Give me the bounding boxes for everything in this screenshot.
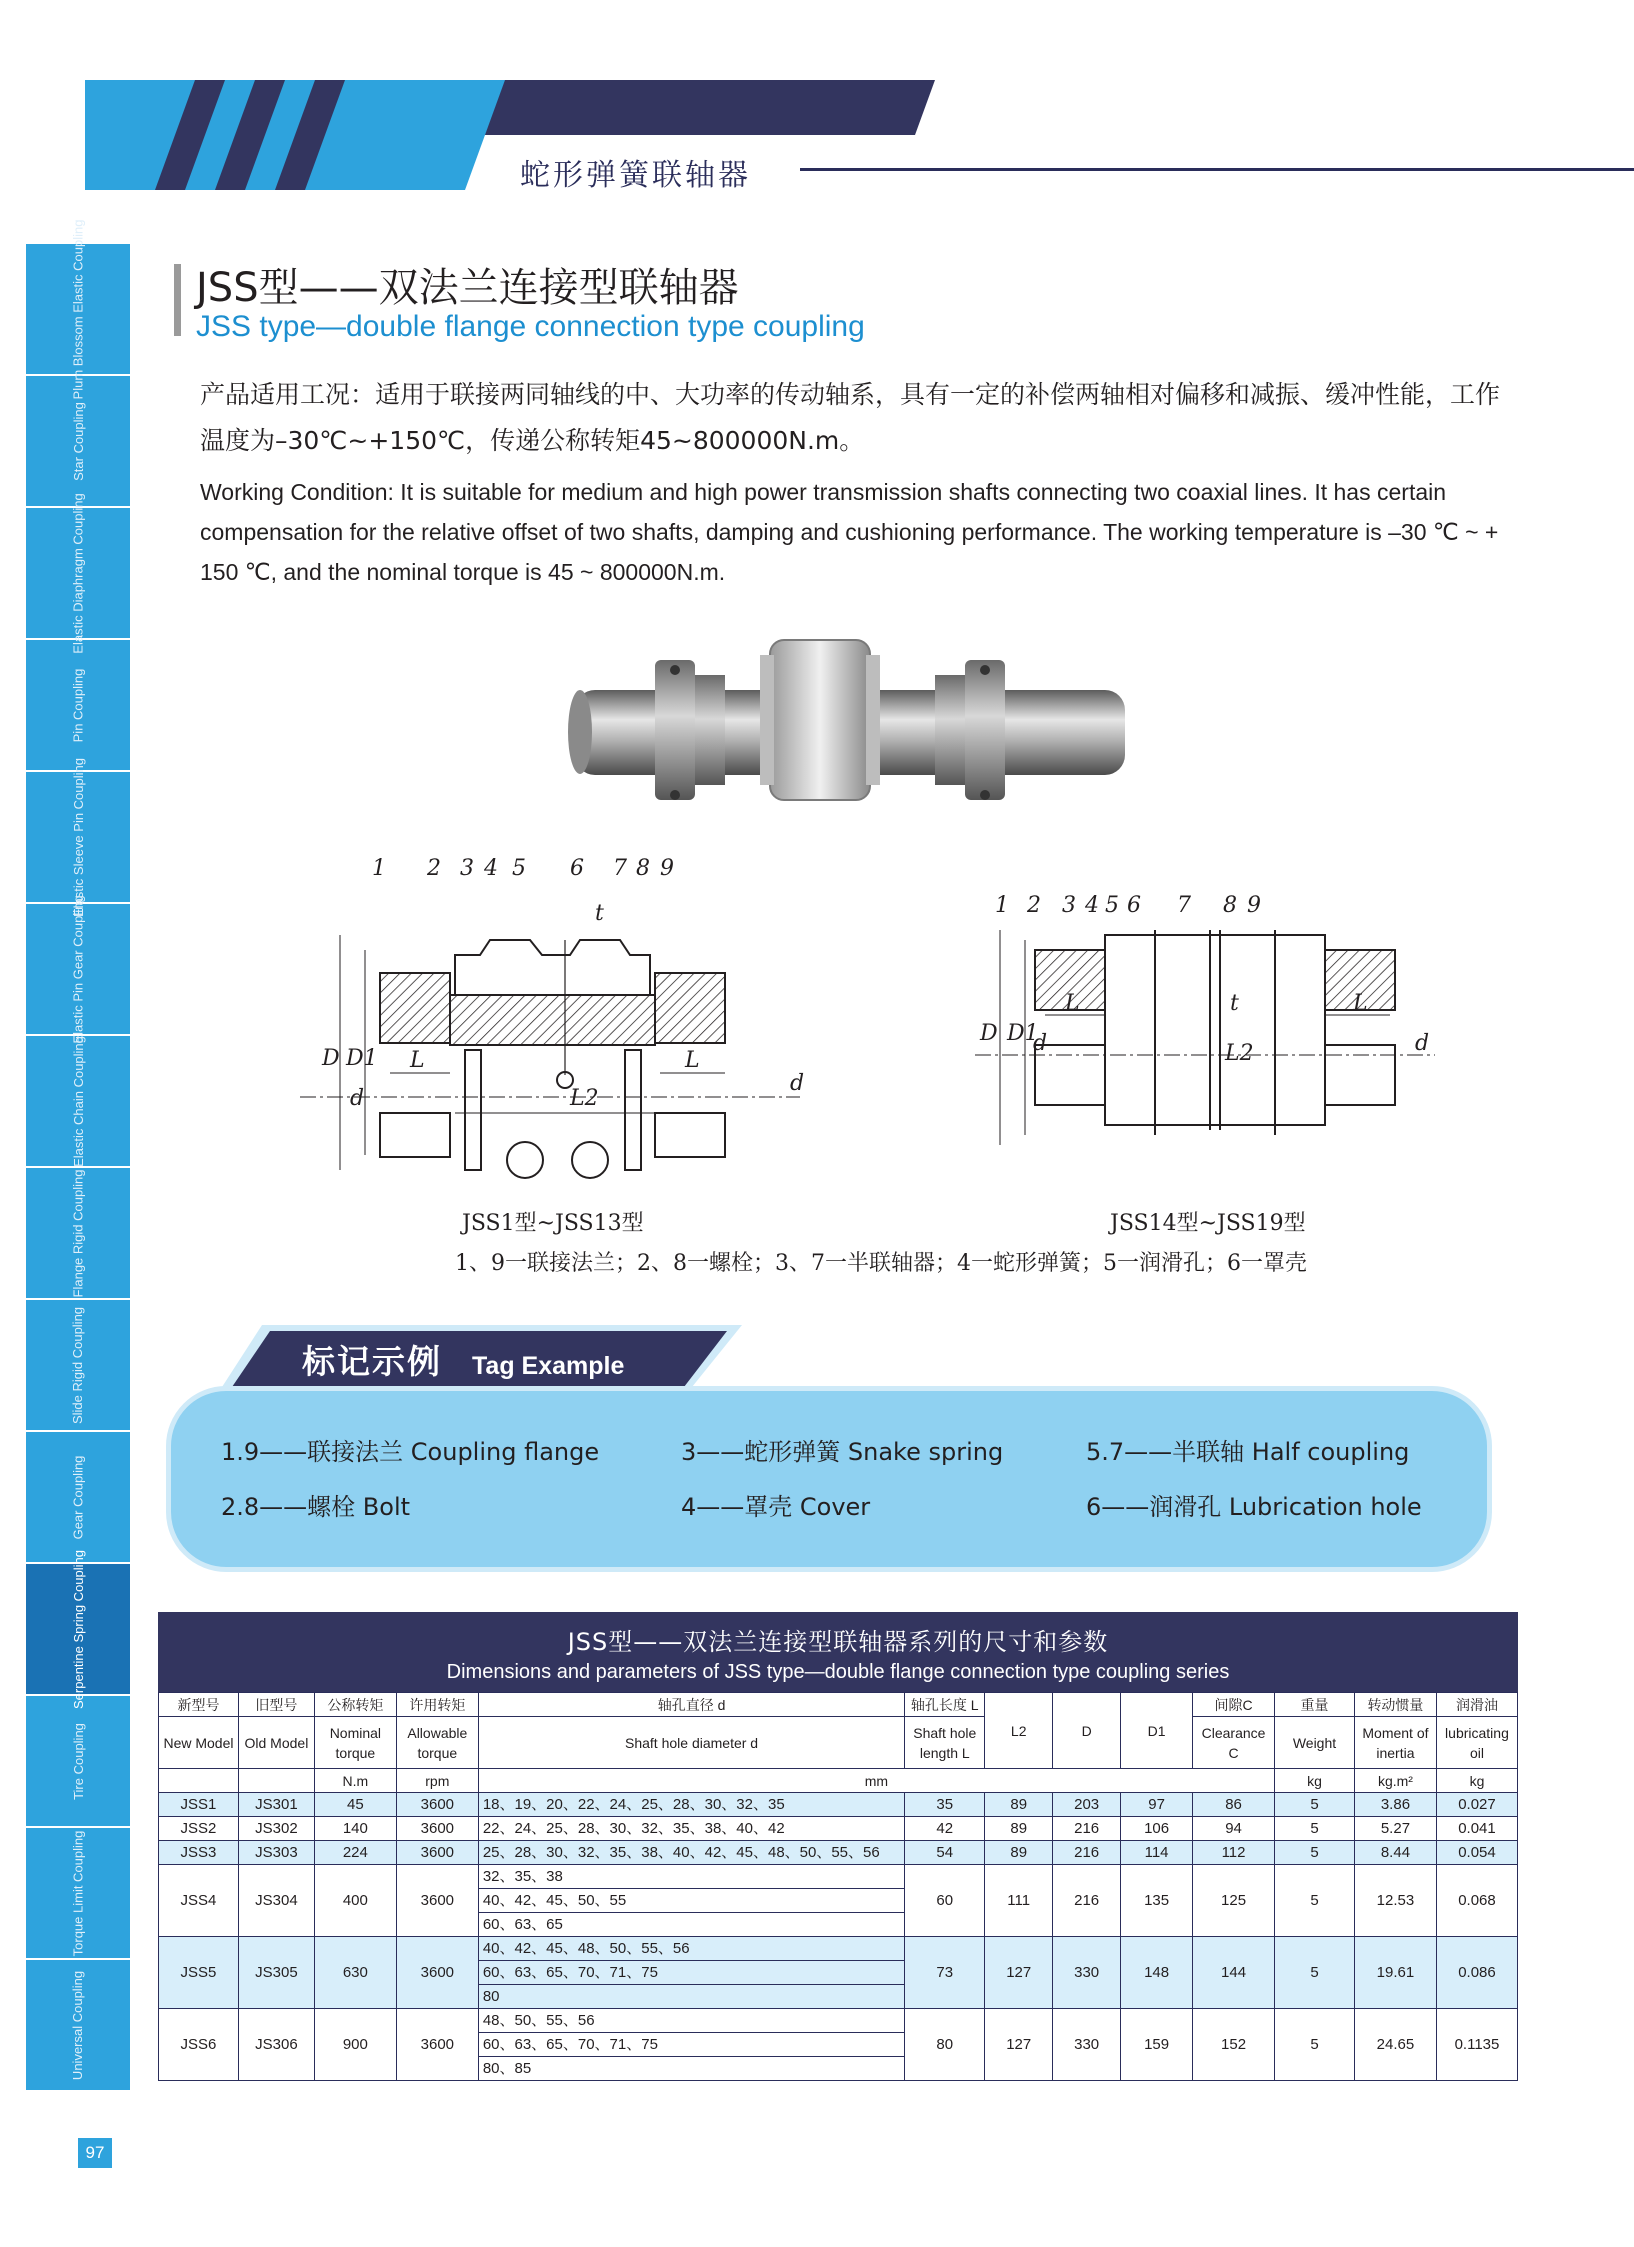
cell-D1: 135 (1121, 1865, 1193, 1937)
cell-L2: 127 (985, 1937, 1053, 2009)
dim-label-D: D (322, 1046, 340, 1071)
th-allowable-cn: 许用转矩 (396, 1693, 478, 1717)
sidebar-item-pin-gear[interactable] (26, 894, 130, 1044)
sidebar-item-diaphragm[interactable] (26, 492, 130, 654)
unit-inertia: kg.m² (1354, 1769, 1436, 1793)
sidebar-item-sleeve-pin[interactable] (26, 757, 130, 917)
dim-label-L-right: L (1353, 991, 1368, 1016)
dim-label-L-left: L (410, 1048, 425, 1073)
drawing-number: 1 (995, 893, 1009, 918)
sidebar-item-label: Pin Coupling (70, 668, 86, 742)
cell-L: 60 (905, 1865, 985, 1937)
sidebar-item-label: Elastic Sleeve Pin Coupling (70, 757, 86, 917)
cell-D: 330 (1053, 2009, 1121, 2081)
cell-diameter: 40、42、45、50、55 (478, 1889, 904, 1913)
dim-label-L-right: L (685, 1048, 700, 1073)
tag-example-box (166, 1386, 1492, 1572)
sidebar-item-label: Serpentine Spring Coupling (70, 1549, 86, 1709)
th-old-model-en: Old Model (238, 1717, 314, 1769)
th-shaft-length-en: Shaft hole length L (905, 1717, 985, 1769)
sidebar-item-label: Gear Coupling (70, 1455, 86, 1539)
drawing-number: 6 (1127, 893, 1141, 918)
cell-oil: 0.086 (1436, 1937, 1517, 2009)
table-header-row (159, 1693, 1518, 1717)
cell-speed: 3600 (396, 1865, 478, 1937)
product-title-en: JSS type—double flange connection type coupling (196, 310, 865, 343)
table-row (159, 1865, 1518, 1889)
tag-item: 5.7——半联轴 Half coupling (1086, 1438, 1410, 1466)
sidebar-item-label: Flange Rigid Coupling (70, 1169, 86, 1297)
cell-torque: 630 (314, 1937, 396, 2009)
cell-torque: 45 (314, 1793, 396, 1817)
dim-label-d: d (350, 1086, 365, 1111)
cell-diameter: 60、63、65、70、71、75 (478, 1961, 904, 1985)
cell-torque: 400 (314, 1865, 396, 1937)
th-nominal-torque-en: Nominal torque (314, 1717, 396, 1769)
cell-weight: 5 (1275, 1865, 1355, 1937)
cell-speed: 3600 (396, 1817, 478, 1841)
unit-weight: kg (1275, 1769, 1355, 1793)
cell-L: 73 (905, 1937, 985, 2009)
unit-oil: kg (1436, 1769, 1517, 1793)
table-title-en: Dimensions and parameters of JSS type—double flange connection type coupling series (446, 1661, 1230, 1683)
sidebar-item-label: Universal Coupling (70, 1970, 86, 2080)
sidebar-item-slide-rigid[interactable] (26, 1300, 130, 1430)
tag-example-title-cn: 标记示例 (302, 1342, 442, 1381)
cell-oil: 0.041 (1436, 1817, 1517, 1841)
cell-inertia: 3.86 (1354, 1793, 1436, 1817)
sidebar-item-gear[interactable] (26, 1432, 130, 1562)
cell-D1: 97 (1121, 1793, 1193, 1817)
cell-C: 144 (1193, 1937, 1275, 2009)
cell-old-model: JS304 (238, 1865, 314, 1937)
cell-diameter: 60、63、65、70、71、75 (478, 2033, 904, 2057)
sidebar-item-flange-rigid[interactable] (26, 1168, 130, 1298)
table-units-row (159, 1769, 1518, 1793)
sidebar-item-plum-blossom[interactable] (26, 219, 130, 399)
drawing-number: 1 (372, 856, 386, 881)
sidebar-item-serpentine-spring[interactable] (26, 1549, 130, 1709)
cell-diameter: 32、35、38 (478, 1865, 904, 1889)
dim-label-L2: L2 (1225, 1041, 1254, 1066)
tag-item: 4——罩壳 Cover (681, 1493, 871, 1521)
cell-weight: 5 (1275, 1841, 1355, 1865)
cell-D: 216 (1053, 1817, 1121, 1841)
cell-D1: 114 (1121, 1841, 1193, 1865)
table-row (159, 1937, 1518, 1961)
spec-table (158, 1692, 1518, 2081)
cell-D: 216 (1053, 1865, 1121, 1937)
sidebar-item-label: Plum Blossom Elastic Coupling (70, 219, 86, 399)
drawing-number: 9 (660, 856, 674, 881)
unit-torque: N.m (314, 1769, 396, 1793)
th-inertia-cn: 转动惯量 (1354, 1693, 1436, 1717)
cell-oil: 0.1135 (1436, 2009, 1517, 2081)
cell-diameter: 40、42、45、48、50、55、56 (478, 1937, 904, 1961)
cell-C: 94 (1193, 1817, 1275, 1841)
sidebar-item-label: Elastic Chain Coupling (70, 1035, 86, 1167)
header-banner (85, 80, 935, 190)
header-rule (800, 168, 1634, 171)
table-title-cn: JSS型——双法兰连接型联轴器系列的尺寸和参数 (567, 1628, 1109, 1656)
cell-L: 42 (905, 1817, 985, 1841)
th-shaft-length-cn: 轴孔长度 L (905, 1693, 985, 1717)
drawing-number: 8 (636, 856, 650, 881)
drawing-number: 3 (1062, 893, 1076, 918)
table-row (159, 1793, 1518, 1817)
cell-D: 203 (1053, 1793, 1121, 1817)
dim-label-d: d (1033, 1031, 1048, 1056)
cell-diameter: 48、50、55、56 (478, 2009, 904, 2033)
cell-torque: 224 (314, 1841, 396, 1865)
cell-weight: 5 (1275, 1937, 1355, 2009)
cell-inertia: 8.44 (1354, 1841, 1436, 1865)
table-title-bar (158, 1612, 1518, 1692)
sidebar-item-label: Star Coupling (70, 401, 86, 481)
drawing-caption-left: JSS1型~JSS13型 (462, 1211, 644, 1236)
drawing-number: 5 (512, 856, 526, 881)
cell-C: 152 (1193, 2009, 1275, 2081)
cell-L2: 89 (985, 1841, 1053, 1865)
sidebar-item-label: Elastic Pin Gear Coupling (70, 894, 86, 1044)
drawing-number: 8 (1223, 893, 1237, 918)
cell-weight: 5 (1275, 2009, 1355, 2081)
dim-label-D: D (980, 1021, 998, 1046)
cell-torque: 140 (314, 1817, 396, 1841)
dim-label-d-right: d (790, 1071, 805, 1096)
table-row (159, 1817, 1518, 1841)
cell-D1: 148 (1121, 1937, 1193, 2009)
working-condition-en: Working Condition: It is suitable for medium and high power transmission shafts connecting two coaxial lines. It has certain compensation for the relative offset of two shafts, damping and cushioning performance. The working temperature is –30 ℃ ~ + 150 ℃, and the nominal torque is 45 ~ 800000N.m. (200, 479, 1499, 585)
tag-example-title-en: Tag Example (472, 1352, 625, 1380)
cell-new-model: JSS1 (159, 1793, 239, 1817)
cell-old-model: JS303 (238, 1841, 314, 1865)
cell-torque: 900 (314, 2009, 396, 2081)
drawing-number: 2 (427, 856, 441, 881)
cell-diameter: 80 (478, 1985, 904, 2009)
th-L2: L2 (985, 1693, 1053, 1769)
drawing-number: 2 (1027, 893, 1041, 918)
unit-speed: rpm (396, 1769, 478, 1793)
cell-C: 125 (1193, 1865, 1275, 1937)
dim-label-L-left: L (1065, 991, 1080, 1016)
cell-D: 216 (1053, 1841, 1121, 1865)
th-D: D (1053, 1693, 1121, 1769)
cell-D1: 106 (1121, 1817, 1193, 1841)
cell-speed: 3600 (396, 1841, 478, 1865)
th-old-model-cn: 旧型号 (238, 1693, 314, 1717)
cell-inertia: 19.61 (1354, 1937, 1436, 2009)
cell-inertia: 12.53 (1354, 1865, 1436, 1937)
cell-old-model: JS302 (238, 1817, 314, 1841)
cell-oil: 0.027 (1436, 1793, 1517, 1817)
cell-diameter: 25、28、30、32、35、38、40、42、45、48、50、55、56 (478, 1841, 904, 1865)
cell-new-model: JSS5 (159, 1937, 239, 2009)
th-shaft-diameter-en: Shaft hole diameter d (478, 1717, 904, 1769)
page-number: 97 (78, 2138, 112, 2168)
cell-old-model: JS305 (238, 1937, 314, 2009)
cell-L: 80 (905, 2009, 985, 2081)
drawing-number: 6 (570, 856, 584, 881)
dim-label-t: t (595, 901, 604, 926)
th-clearance-cn: 间隙C (1193, 1693, 1275, 1717)
th-inertia-en: Moment of inertia (1354, 1717, 1436, 1769)
th-shaft-diameter-cn: 轴孔直径 d (478, 1693, 904, 1717)
tag-item: 2.8——螺栓 Bolt (221, 1493, 411, 1521)
th-weight-en: Weight (1275, 1717, 1355, 1769)
dim-label-t: t (1230, 991, 1239, 1016)
th-nominal-torque-cn: 公称转矩 (314, 1693, 396, 1717)
sidebar-item-pin[interactable] (26, 640, 130, 770)
product-title-cn: JSS型——双法兰连接型联轴器 (196, 265, 739, 311)
tag-item: 1.9——联接法兰 Coupling flange (221, 1438, 600, 1466)
cell-old-model: JS306 (238, 2009, 314, 2081)
cell-new-model: JSS3 (159, 1841, 239, 1865)
cell-diameter: 18、19、20、22、24、25、28、30、32、35 (478, 1793, 904, 1817)
dim-label-D1: D1 (1007, 1021, 1039, 1046)
sidebar-item-label: Elastic Diaphragm Coupling (70, 492, 86, 654)
dim-label-d-right: d (1415, 1031, 1430, 1056)
cell-new-model: JSS2 (159, 1817, 239, 1841)
th-oil-cn: 润滑油 (1436, 1693, 1517, 1717)
drawing-jss14-jss19 (955, 890, 1445, 1205)
sidebar-item-universal[interactable] (26, 1960, 130, 2090)
title-accent-bar (174, 264, 181, 336)
cell-inertia: 24.65 (1354, 2009, 1436, 2081)
drawing-number: 7 (613, 856, 627, 881)
th-clearance-en: Clearance C (1193, 1717, 1275, 1769)
cell-L2: 111 (985, 1865, 1053, 1937)
drawing-number: 4 (484, 856, 498, 881)
sidebar-item-label: Slide Rigid Coupling (70, 1306, 86, 1424)
cell-speed: 3600 (396, 1793, 478, 1817)
drawing-jss1-jss13 (280, 855, 820, 1205)
sidebar-item-label: Tire Coupling (70, 1722, 86, 1800)
cell-L: 35 (905, 1793, 985, 1817)
dim-label-D1: D1 (346, 1046, 378, 1071)
cell-diameter: 60、63、65 (478, 1913, 904, 1937)
cell-diameter: 80、85 (478, 2057, 904, 2081)
cell-oil: 0.054 (1436, 1841, 1517, 1865)
tag-item: 6——润滑孔 Lubrication hole (1086, 1493, 1422, 1521)
sidebar-item-torque-limit[interactable] (26, 1828, 130, 1958)
cell-C: 112 (1193, 1841, 1275, 1865)
product-photo (560, 630, 1140, 810)
dim-label-L2: L2 (570, 1086, 599, 1111)
cell-C: 86 (1193, 1793, 1275, 1817)
cell-speed: 3600 (396, 2009, 478, 2081)
cell-speed: 3600 (396, 1937, 478, 2009)
drawing-caption-right: JSS14型~JSS19型 (1110, 1211, 1306, 1236)
drawing-legend: 1、9一联接法兰；2、8一螺栓；3、7一半联轴器；4一蛇形弹簧；5一润滑孔；6一罩壳 (455, 1251, 1307, 1276)
cell-new-model: JSS6 (159, 2009, 239, 2081)
sidebar-item-chain[interactable] (26, 1036, 130, 1166)
category-sidebar (26, 219, 130, 2092)
cell-L: 54 (905, 1841, 985, 1865)
section-title: 蛇形弹簧联轴器 (520, 158, 751, 193)
drawing-number: 4 (1085, 893, 1099, 918)
cell-old-model: JS301 (238, 1793, 314, 1817)
drawing-number: 7 (1177, 893, 1191, 918)
drawing-number: 3 (460, 856, 474, 881)
working-condition-cn: 产品适用工况：适用于联接两同轴线的中、大功率的传动轴系，具有一定的补偿两轴相对偏移和减振、缓冲性能，工作温度为–30℃~+150℃，传递公称转矩45~800000N.m。 (200, 380, 1501, 455)
cell-inertia: 5.27 (1354, 1817, 1436, 1841)
cell-weight: 5 (1275, 1817, 1355, 1841)
th-weight-cn: 重量 (1275, 1693, 1355, 1717)
drawing-number: 5 (1105, 893, 1119, 918)
cell-L2: 89 (985, 1793, 1053, 1817)
th-new-model-cn: 新型号 (159, 1693, 239, 1717)
th-new-model-en: New Model (159, 1717, 239, 1769)
table-row (159, 2009, 1518, 2033)
table-header-row-en (159, 1717, 1518, 1769)
tag-item: 3——蛇形弹簧 Snake spring (681, 1438, 1004, 1466)
table-row (159, 1841, 1518, 1865)
sidebar-item-tire[interactable] (26, 1696, 130, 1826)
th-allowable-en: Allowable torque (396, 1717, 478, 1769)
cell-D1: 159 (1121, 2009, 1193, 2081)
cell-oil: 0.068 (1436, 1865, 1517, 1937)
cell-D: 330 (1053, 1937, 1121, 2009)
cell-diameter: 22、24、25、28、30、32、35、38、40、42 (478, 1817, 904, 1841)
drawing-number: 9 (1247, 893, 1261, 918)
cell-new-model: JSS4 (159, 1865, 239, 1937)
cell-L2: 127 (985, 2009, 1053, 2081)
sidebar-item-label: Torque Limit Coupling (70, 1830, 86, 1956)
unit-mm: mm (478, 1769, 1274, 1793)
cell-L2: 89 (985, 1817, 1053, 1841)
cell-weight: 5 (1275, 1793, 1355, 1817)
th-D1: D1 (1121, 1693, 1193, 1769)
th-oil-en: lubricating oil (1436, 1717, 1517, 1769)
